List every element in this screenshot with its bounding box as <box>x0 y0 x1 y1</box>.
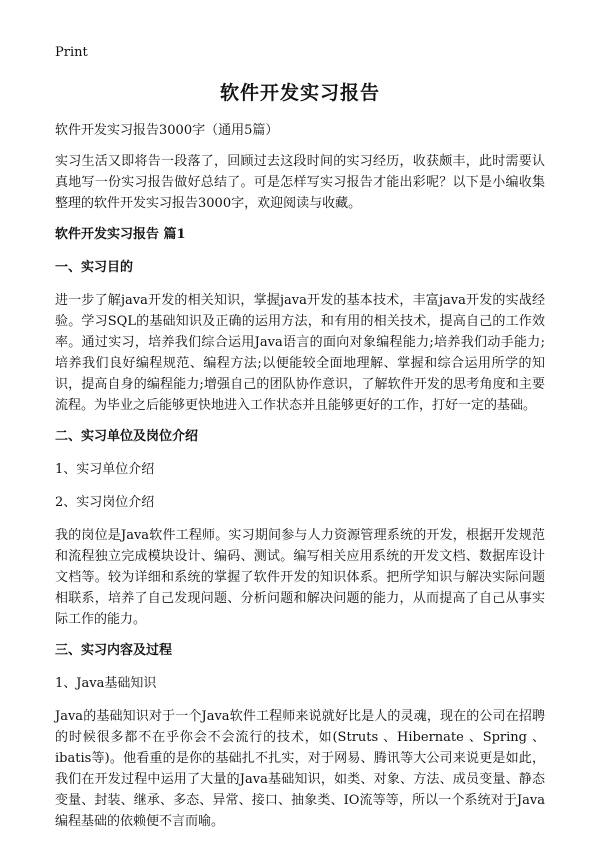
section-heading: 一、实习目的 <box>55 260 134 275</box>
section-subheading: 1、实习单位介绍 <box>55 462 155 477</box>
intro-paragraph: 实习生活又即将告一段落了，回顾过去这段时间的实习经历，收获颇丰，此时需要认真地写一份实习报告做好总结了。可是怎样写实习报告才能出彩呢？以下是小编收集整理的软件开发实习报告3000字，欢迎阅读与收藏。 <box>55 154 545 211</box>
article-body <box>55 120 545 842</box>
page-title: 软件开发实习报告 <box>219 82 380 104</box>
print-link[interactable]: Print <box>55 45 88 60</box>
article-subtitle: 软件开发实习报告3000字（通用5篇） <box>55 123 279 138</box>
section-paragraph: Java的基础知识对于一个Java软件工程师来说就好比是人的灵魂，现在的公司在招聘的时候很多都不在乎你会不会流行的技术，如(Struts 、Hibernate 、Spring 、ibatis等)。他看重的是你的基础扎不扎实，对于网易、腾讯等大公司来说更是如此，我们在开发过程中运用了大量的Java基础知识，如类、对象、方法、成员变量、静态变量、封装、继承、多态、异常、接口、抽象类、IO流等等，所以一个系统对于Java编程基础的依赖便不言而喻。 <box>55 709 545 829</box>
section-subheading: 2、实习岗位介绍 <box>55 495 155 510</box>
article-heading: 软件开发实习报告 篇1 <box>55 227 186 242</box>
section-paragraph: 我的岗位是Java软件工程师。实习期间参与人力资源管理系统的开发，根据开发规范和流程独立完成模块设计、编码、测试。编写相关应用系统的开发文档、数据库设计文档等。较为详细和系统的掌握了软件开发的知识体系。把所学知识与解决实际问题相联系，培养了自己发现问题、分析问题和解决问题的能力，从而提高了自己从事实际工作的能力。 <box>55 528 545 627</box>
section-heading: 二、实习单位及岗位介绍 <box>55 429 199 444</box>
section-paragraph: 进一步了解java开发的相关知识，掌握java开发的基本技术，丰富java开发的实战经验。学习SQL的基础知识及正确的运用方法，和有用的相关技术，提高自己的工作效率。通过实习，培养我们综合运用Java语言的面向对象编程能力;培养我们动手能力;培养我们良好编程规范、编程方法;以便能较全面地理解、掌握和综合运用所学的知识，提高自身的编程能力;增强自己的团队协作意识，了解软件开发的思考角度和主要流程。为毕业之后能够更快地进入工作状态并且能够更好的工作，打好一定的基础。 <box>55 293 545 413</box>
section-subheading: 1、Java基础知识 <box>55 676 157 691</box>
section-heading: 三、实习内容及过程 <box>55 643 173 658</box>
